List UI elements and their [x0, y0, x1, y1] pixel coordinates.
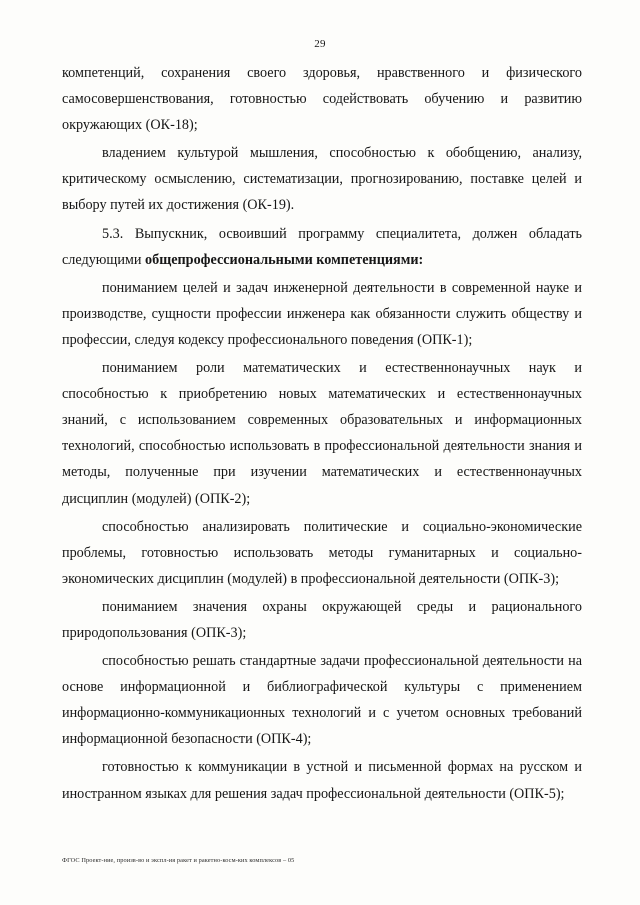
paragraph-opk-3-a: способностью анализировать политические и социально-экономические проблемы, готовностью использовать методы гуманитарных и социально-экономических дисциплин (модулей) в профессиональной деятельности (ОПК-3);: [62, 518, 582, 587]
paragraph-opk-4: способностью решать стандартные задачи профессиональной деятельности на основе информационной и библиографической культуры с применением информационно-коммуникационных технологий и с учетом основных требований информационной безопасности (ОПК-4);: [62, 653, 582, 748]
paragraph-opk-1: пониманием целей и задач инженерной деятельности в современной науке и производстве, сущности профессии инженера как обязанности служить обществу и профессии, следуя кодексу профессионального поведения (ОПК-1);: [62, 279, 582, 348]
paragraph-ok-18: компетенций, сохранения своего здоровья, нравственного и физического самосовершенствования, готовностью содействовать обучению и развитию окружающих (ОК-18);: [62, 65, 582, 134]
paragraph-opk-3-b: пониманием значения охраны окружающей среды и рационального природопользования (ОПК-3);: [62, 598, 582, 641]
paragraph-ok-19: владением культурой мышления, способностью к обобщению, анализу, критическому осмыслению, систематизации, прогнозированию, поставке целей и выбору путей их достижения (ОК-19).: [62, 145, 582, 214]
paragraph-opk-2: пониманием роли математических и естественнонаучных наук и способностью к приобретению новых математических и естественнонаучных знаний, с использованием современных образовательных и информационных технологий, способностью использовать в профессиональной деятельности знания и методы, полученные при изучении математических и естественнонаучных дисциплин (модулей) (ОПК-2);: [62, 360, 582, 507]
section-5-3-bold-term: общепрофессиональными компетенциями:: [145, 251, 424, 268]
page-number: 29: [314, 38, 326, 50]
section-5-3-intro: 5.3. Выпускник, освоивший программу специалитета, должен обладать следующими: [62, 225, 582, 268]
document-body: [62, 60, 582, 807]
page-footer: ФГОС Проект-ние, произв-во и экспл-ия ракет и ракетно-косм-ких комплексов – 05: [62, 857, 295, 864]
paragraph-opk-5: готовностью к коммуникации в устной и письменной формах на русском и иностранном языках для решения задач профессиональной деятельности (ОПК-5);: [62, 759, 582, 802]
paragraph-section-5-3: [62, 221, 582, 273]
